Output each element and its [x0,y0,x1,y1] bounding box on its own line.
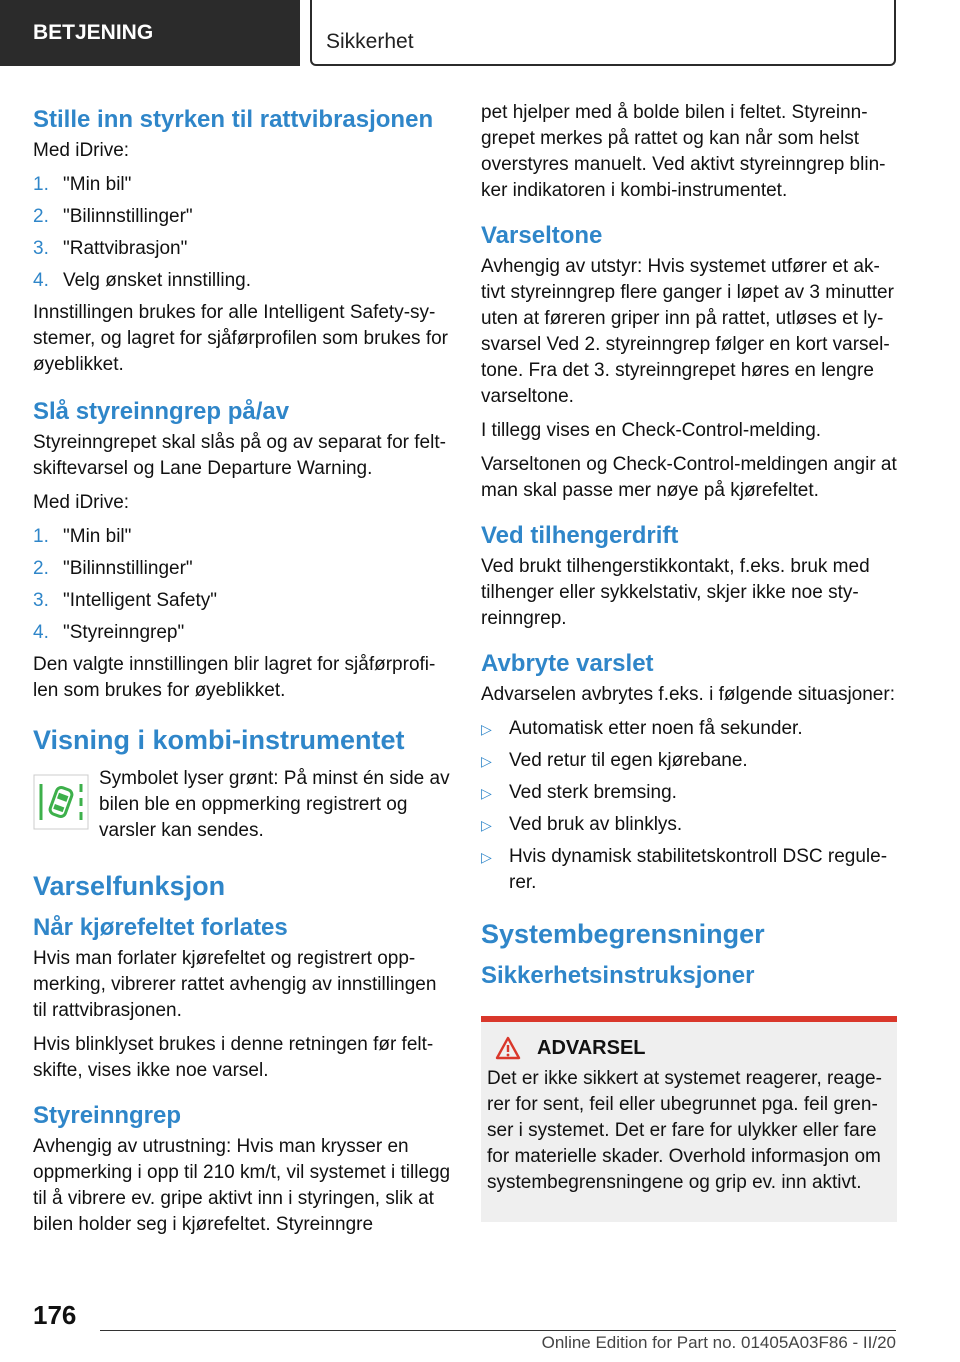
step-text: "Bilinnstillinger" [63,558,193,579]
step-text: "Styreinngrep" [63,622,185,643]
heading-tone: Varseltone [481,222,603,249]
heading-trailer: Ved tilhengerdrift [481,522,679,549]
step-number: 1. [33,526,49,547]
step-text: "Rattvibrasjon" [63,238,188,259]
paragraph-onoff: Styreinngrepet skal slås på og av separat for feltskiftevarsel og Lane Departure Warning. [33,432,446,479]
heading-onoff: Slå styreinngrep på/av [33,398,290,425]
symbol-row [33,766,451,844]
chapter-tab: Sikkerhet [310,0,896,66]
warning-title: ADVARSEL [537,1036,646,1059]
triangle-bullet-icon: ▷ [481,849,492,865]
list-item [481,716,897,742]
list-item [33,268,451,294]
page-number: 176 [33,1300,77,1330]
heading-leaving: Når kjørefeltet forlates [33,914,288,941]
bullet-text: Ved bruk av blinklys. [509,814,683,835]
idrive-label-1: Med iDrive: [33,140,130,161]
section-tab: BETJENING [0,0,300,66]
paragraph-steer-continued: pet hjelper med å bolde bilen i feltet. Styreinngrepet merkes på rattet og kan når som helst overstyres manuelt. Ved aktivt styreinngrep blinker indikatoren i kombi-instrumentet. [481,102,886,201]
bullet-text: Ved retur til egen kjørebane. [509,750,748,771]
step-number: 4. [33,622,49,643]
step-number: 3. [33,238,49,259]
step-number: 1. [33,174,49,195]
paragraph-tone-2: I tillegg vises en Check-Control-melding. [481,420,822,441]
footer-divider [100,1330,896,1331]
paragraph-cancel: Advarselen avbrytes f.eks. i følgende situasjoner: [481,684,895,705]
step-number: 3. [33,590,49,611]
right-column [481,100,897,1222]
list-item [33,556,451,582]
steps-list-2 [33,524,451,646]
bullet-text: Automatisk etter noen få sekunder. [509,718,803,739]
paragraph-saved: Den valgte innstillingen blir lagret for sjåførprofilen som brukes for øyeblikket. [33,654,436,701]
list-item [481,780,897,806]
step-number: 2. [33,206,49,227]
triangle-bullet-icon: ▷ [481,817,492,833]
warning-body: Det er ikke sikkert at systemet reagerer, reagerer for sent, feil eller ubegrunnet pga. feil grenser i systemet. Det er fare for ulykker eller fare for materielle skader. Overhold informasjon om systembegrensningene og grip ev. inn aktivt. [487,1068,882,1193]
triangle-bullet-icon: ▷ [481,753,492,769]
paragraph-leaving-1: Hvis man forlater kjørefeltet og registrert oppmerking, vibrerer rattet avhengig av innstillingen til rattvibrasjonen. [33,948,437,1021]
paragraph-tone-1: Avhengig av utstyr: Hvis systemet utfører et aktivt styreinngrep flere ganger i løpet av 3 minutter uten at føreren griper inn på rattet, utløses et lysvarsel Ved 2. styreinngrep følger en kort varseltone. Fra det 3. styreinngrepet høres en lengre varseltone. [481,256,894,407]
heading-function: Varselfunksjon [33,871,226,901]
idrive-label-2: Med iDrive: [33,492,130,513]
paragraph-trailer: Ved brukt tilhengerstikkontakt, f.eks. bruk med tilhenger eller sykkelstativ, skjer ikke noe styreinngrep. [481,556,870,629]
paragraph-setting: Innstillingen brukes for alle Intelligent Safety-systemer, og lagret for sjåførprofilen som brukes for øyeblikket. [33,302,448,375]
lane-departure-indicator-icon [33,774,89,830]
triangle-bullet-icon: ▷ [481,721,492,737]
heading-safety: Sikkerhetsinstruksjoner [481,962,755,989]
cancel-bullet-list [481,716,897,896]
heading-steer: Styreinngrep [33,1102,182,1129]
warning-triangle-icon [495,1036,521,1060]
step-text: "Min bil" [63,174,132,195]
left-column [33,100,451,1246]
list-item [33,172,451,198]
warning-header [487,1036,891,1060]
list-item [33,204,451,230]
list-item [33,588,451,614]
step-text: "Min bil" [63,526,132,547]
heading-vibration: Stille inn styrken til rattvibrasjonen [33,106,434,133]
bullet-text: Hvis dynamisk stabilitetskontroll DSC regulerer. [509,846,888,893]
step-number: 4. [33,270,49,291]
paragraph-leaving-2: Hvis blinklyset brukes i denne retningen før feltskifte, vises ikke noe varsel. [33,1034,434,1081]
list-item [33,236,451,262]
step-text: Velg ønsket innstilling. [63,270,251,291]
bullet-text: Ved sterk bremsing. [509,782,677,803]
footer-edition: Online Edition for Part no. 01405A03F86 - II/20 [541,1333,896,1352]
steps-list-1 [33,172,451,294]
paragraph-steer: Avhengig av utrustning: Hvis man krysser en oppmerking i opp til 210 km/t, vil systemet i tillegg til å vibrere ev. gripe aktivt inn i styringen, slik at bilen holder seg i kjørefeltet. Styreinngre [33,1136,451,1235]
step-number: 2. [33,558,49,579]
step-text: "Intelligent Safety" [63,590,217,611]
heading-cancel: Avbryte varslet [481,650,654,677]
paragraph-symbol: Symbolet lyser grønt: På minst én side av bilen ble en oppmerking registrert og varsler kan sendes. [99,768,450,841]
list-item [481,844,897,896]
heading-display: Visning i kombi-instrumentet [33,725,405,755]
paragraph-tone-3: Varseltonen og Check-Control-meldingen angir at man skal passe mer nøye på kjørefeltet. [481,454,897,501]
list-item [481,748,897,774]
list-item [33,524,451,550]
list-item [33,620,451,646]
triangle-bullet-icon: ▷ [481,785,492,801]
list-item [481,812,897,838]
step-text: "Bilinnstillinger" [63,206,193,227]
heading-limits: Systembegrensninger [481,919,765,949]
warning-box [481,1016,897,1222]
